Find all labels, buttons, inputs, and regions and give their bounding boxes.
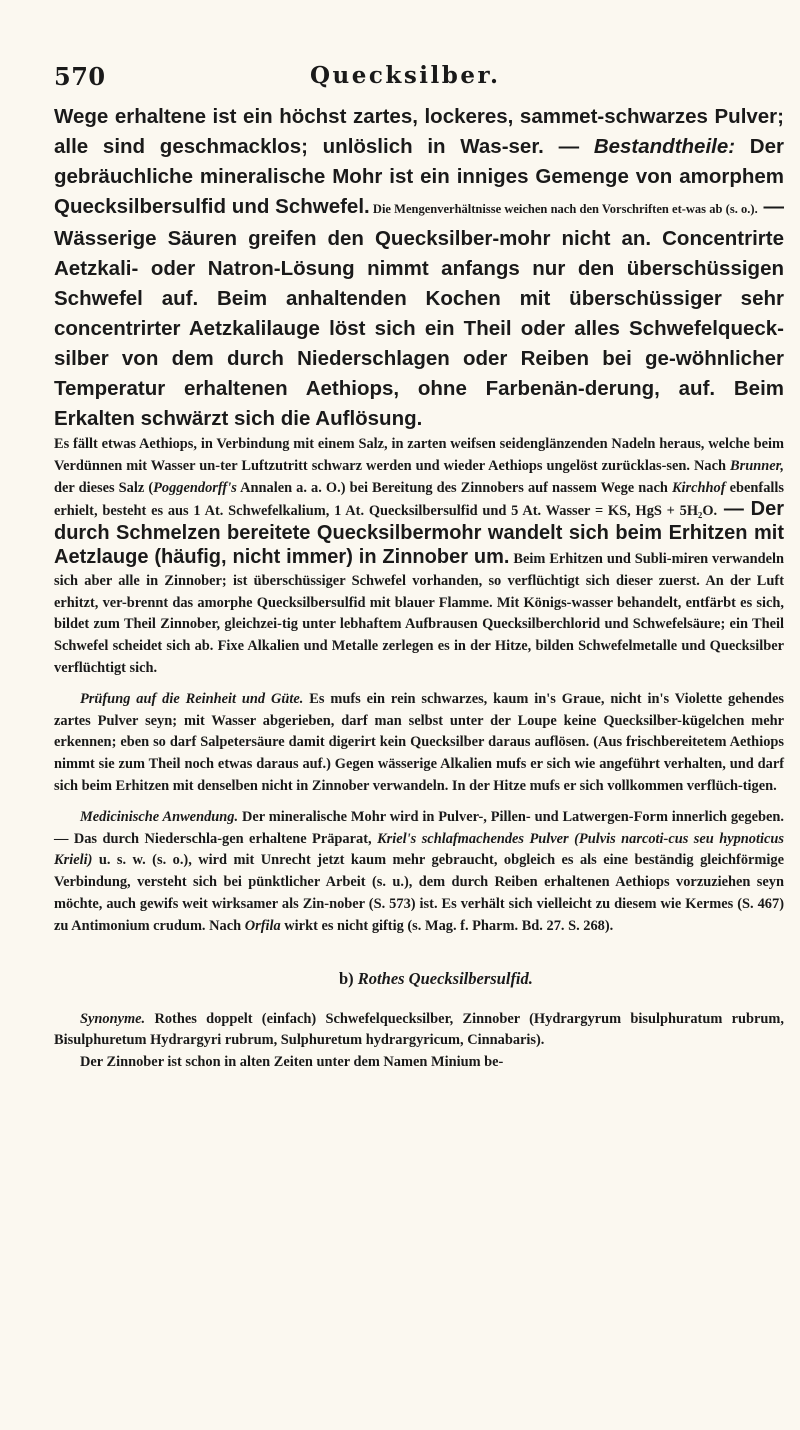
page-number: 570 xyxy=(54,62,106,91)
paragraph-synonyme xyxy=(54,1009,784,1053)
running-title: Quecksilber. xyxy=(310,62,501,89)
page-header xyxy=(54,62,784,102)
med-text-b: u. s. w. (s. o.), wird mit Unrecht jetzt kaum mehr gebraucht, obgleich es als eine beständig gleichförmige Verbindung, versteht sich bei pünktlicher Arbeit (s. u.), dem durch Reiben erhaltenen Aethiops vorzuziehen seyn möchte, auch gewifs weit wirksamer als Zin-nober (S. 573) ist. Es verhält sich vielleicht zu diesem wie Kermes (S. 467) zu Antimonium crudum. Nach xyxy=(54,852,784,934)
heading-pruefung: Prüfung auf die Reinheit und Güte. xyxy=(80,690,304,707)
section-heading-b xyxy=(54,969,784,989)
author-kirchhof: Kirchhof xyxy=(671,479,726,496)
paragraph-last xyxy=(54,1052,784,1074)
synonyme-text: Rothes doppelt (einfach) Schwefelquecksilber, Zinnober (Hydrargyrum bisulphuratum rubrum, Bisulphuretum Hydrargyri rubrum, Sulphuretum hydrargyricum, Cinnabaris). xyxy=(54,1010,784,1049)
lead-text-3: — Wässerige Säuren greifen den Quecksilber-mohr nicht an. Concentrirte Aetzkali- oder Natron-Lösung nimmt anfangs nur den überschüssigen Schwefel auf. Beim anhaltenden Kochen mit überschüssiger sehr concentrirter Aetzkalilauge löst sich ein Theil oder alles Schwefelqueck-silber von dem durch Niederschlagen oder Reiben bei ge-wöhnlicher Temperatur erhaltenen Aethiops, ohne Farbenän-derung, auf. Beim Erkalten schwärzt sich die Auflösung. xyxy=(54,195,784,430)
pruefung-text: Es mufs ein rein schwarzes, kaum in's Graue, nicht in's Violette gehendes zartes Pulver seyn; mit Wasser abgerieben, darf man selbst unter der Loupe keine Quecksilber-kügelchen mehr erkennen; eben so darf Salpetersäure damit digerirt kein Quecksilber daraus auflösen. (Aus frischbereitetem Aethiops nimmt sie zum Theil noch etwas daraus auf.) Gegen wässerige Alkalien mufs er sich wie angeführt verhalten, und darf sich beim Erhitzen mit denselben nicht in Zinnober verwandeln. In der Hitze mufs er sich vollkommen verflüch-tigen. xyxy=(54,690,784,794)
salt-text-f: Beim Erhitzen und Subli-miren verwandeln sich aber alle in Zinnober; ist überschüssiger Schwefel vorhanden, so verflüchtigt sich dieser zuerst. An der Luft erhitzt, ver-brennt das amorphe Quecksilbersulfid mit blauer Flamme. Mit Königs-wasser behandelt, entfärbt es sich, bildet zum Theil Zinnober, gleichzei-tig unter lebhaftem Aufbrausen Quecksilberchlorid und Schwefelsäure; ein Theil Schwefel scheidet sich ab. Fixe Alkalien und Metalle zerlegen es in der Hitze, bilden Schwefelmetalle und Quecksilber verflüchtigt sich. xyxy=(54,550,784,676)
kriel-pulver: Kriel's schlafmachendes Pulver (Pulvis narcoti-cus seu hypnoticus Krieli) xyxy=(54,830,784,869)
page xyxy=(54,62,784,1074)
section-title: Rothes Quecksilbersulfid. xyxy=(357,968,533,988)
paragraph-pruefung xyxy=(54,689,784,798)
lead-paragraph xyxy=(54,102,784,434)
med-text-c: wirkt es nicht giftig (s. Mag. f. Pharm. Bd. 27. S. 268). xyxy=(280,917,614,934)
paragraph-medicinische xyxy=(54,807,784,938)
lead-text-1: Wege erhaltene ist ein höchst zartes, lockeres, sammet-schwarzes Pulver; alle sind geschmacklos; unlöslich in Was-ser. — xyxy=(54,105,784,158)
salt-text-d: ebenfalls erhielt, besteht es aus 1 At. Schwefelkalium, 1 At. Quecksilbersulfid und 5 At. Wasser = KS, HgS + 5H₂O. xyxy=(54,479,784,520)
heading-medicinische: Medicinische Anwendung. xyxy=(80,808,239,825)
section-label: b) xyxy=(339,968,358,988)
med-text-a: Der mineralische Mohr wird in Pulver-, Pillen- und Latwergen-Form innerlich gegeben. — Das durch Niederschla-gen erhaltene Präparat, xyxy=(54,808,785,847)
heading-synonyme: Synonyme. xyxy=(80,1010,146,1027)
lead-text-2: Der gebräuchliche mineralische Mohr ist ein inniges Gemenge von amorphem Quecksilbersulfid und Schwefel. xyxy=(54,135,784,218)
lead-note-small: Die Mengenverhältnisse weichen nach den Vorschriften et-was ab (s. o.). xyxy=(369,202,758,216)
salt-text-large: — Der durch Schmelzen bereitete Quecksilbermohr wandelt sich beim Erhitzen mit Aetzlauge (häufig, nicht immer) in Zinnober um. xyxy=(54,498,784,568)
salt-text-b: der dieses Salz ( xyxy=(54,479,154,496)
paragraph-salt xyxy=(54,434,784,680)
salt-text-c: Annalen a. a. O.) bei Bereitung des Zinnobers auf nassem Wege nach xyxy=(236,479,672,496)
author-orfila: Orfila xyxy=(244,917,281,934)
last-line-text: Der Zinnober ist schon in alten Zeiten unter dem Namen Minium be- xyxy=(80,1054,504,1071)
salt-text-a: Es fällt etwas Aethiops, in Verbindung mit einem Salz, in zarten weifsen seidenglänzenden Nadeln heraus, welche beim Verdünnen mit Wasser un-ter Luftzutritt schwarz werden und wieder Aethiops ungelöst zurücklas-sen. Nach xyxy=(54,436,784,474)
author-brunner: Brunner, xyxy=(730,457,784,474)
lead-heading-bestandtheile: Bestandtheile: xyxy=(593,135,736,158)
author-poggendorff: Poggendorff's xyxy=(153,479,237,496)
